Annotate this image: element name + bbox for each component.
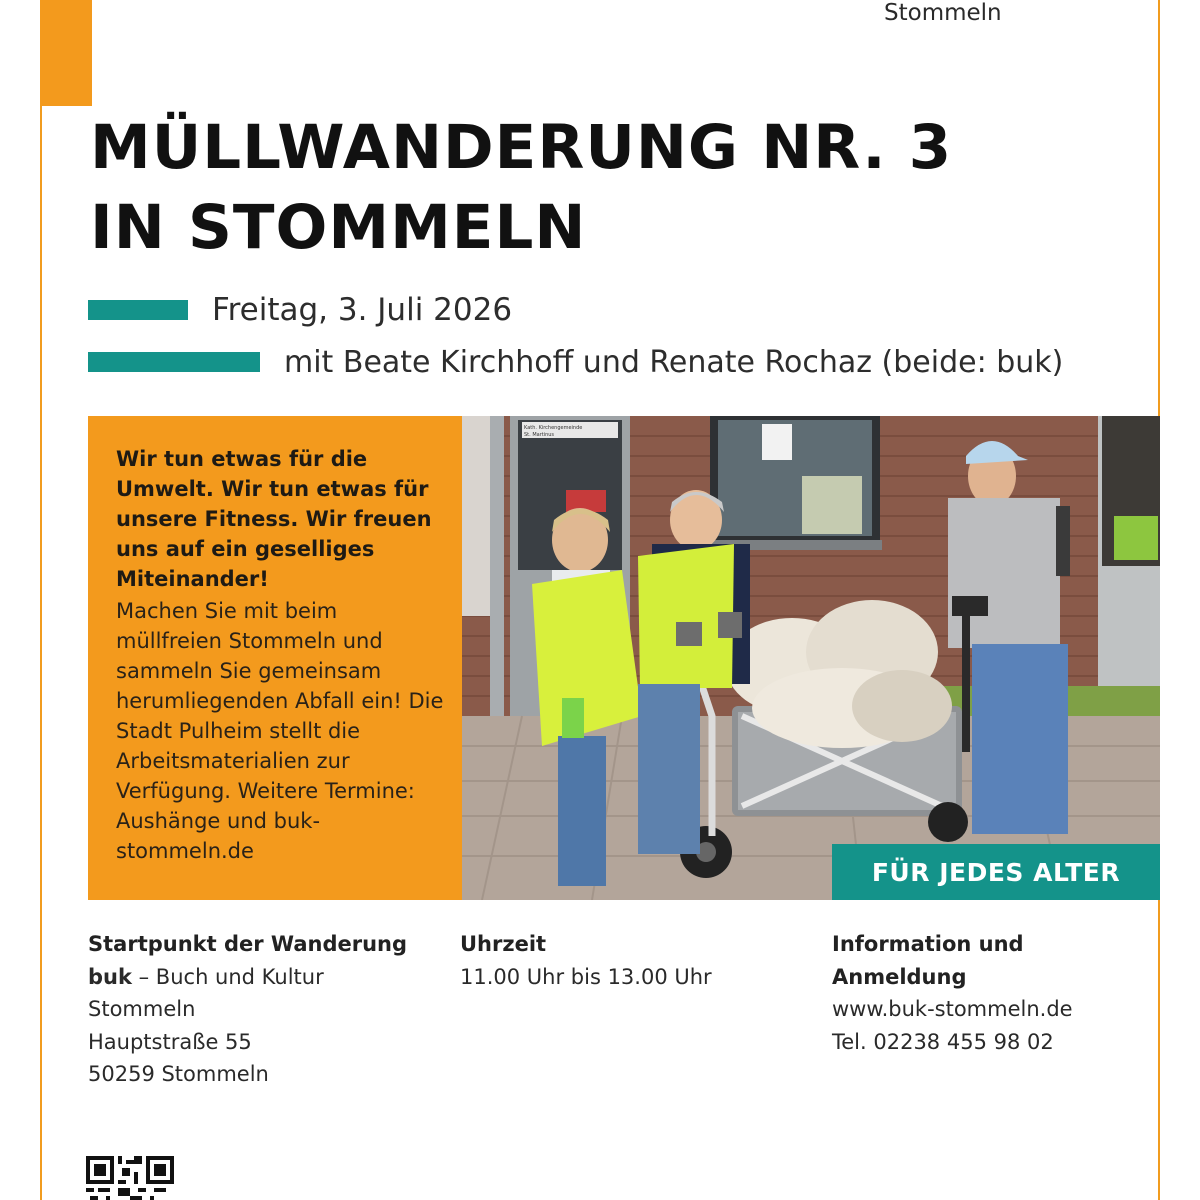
venue-short-name: buk (88, 964, 132, 989)
qr-code-icon[interactable] (86, 1156, 174, 1200)
contact-phone: Tel. 02238 455 98 02 (832, 1029, 1054, 1054)
title-line-2: IN STOMMELN (90, 192, 587, 263)
date-row (88, 290, 512, 330)
page-title (90, 108, 952, 268)
start-venue-line2: Stommeln (88, 997, 196, 1021)
teaser-body: Machen Sie mit beim müllfreien Stommeln und sammeln Sie gemeinsam herumliegenden Abfall ein! Die Stadt Pulheim stellt die Arbeitsmaterialien zur Verfügung. Weitere Termine: Aushänge und buk-stommeln.de (116, 599, 444, 863)
event-date: Freitag, 3. Juli 2026 (212, 292, 513, 328)
logo-text: Stommeln (884, 0, 1002, 26)
title-line-1: MÜLLWANDERUNG NR. 3 (90, 112, 953, 183)
contact-website[interactable]: www.buk-stommeln.de (832, 997, 1073, 1021)
hosts-row (88, 342, 1063, 382)
age-badge: FÜR JEDES ALTER (832, 844, 1160, 900)
teaser-box (88, 416, 462, 900)
venue-name-rest: – Buch und Kultur (131, 964, 324, 989)
event-hosts: mit Beate Kirchhoff und Renate Rochaz (beide: buk) (284, 344, 1064, 380)
notice-board-sign: Kath. Kirchengemeinde (524, 425, 583, 431)
start-venue (88, 961, 438, 994)
start-city: 50259 Stommeln (88, 1062, 269, 1086)
contact-heading-line2: Anmeldung (832, 964, 967, 989)
start-heading: Startpunkt der Wanderung (88, 932, 408, 956)
contact-heading-line1: Information und (832, 932, 1024, 956)
notice-board-sign: St. Martinus (524, 432, 555, 438)
start-street: Hauptstraße 55 (88, 1029, 252, 1054)
time-column (460, 928, 800, 993)
event-photo (462, 416, 1160, 900)
teal-accent-bar (88, 300, 188, 320)
orange-corner-bar (40, 0, 92, 106)
time-heading: Uhrzeit (460, 932, 547, 956)
start-point-column (88, 928, 438, 1091)
teaser-lead: Wir tun etwas für die Umwelt. Wir tun etwas für unsere Fitness. Wir freuen uns auf ein geselliges Miteinander! (116, 447, 432, 591)
contact-column (832, 928, 1152, 1058)
time-value: 11.00 Uhr bis 13.00 Uhr (460, 964, 712, 989)
teal-accent-bar (88, 352, 260, 372)
